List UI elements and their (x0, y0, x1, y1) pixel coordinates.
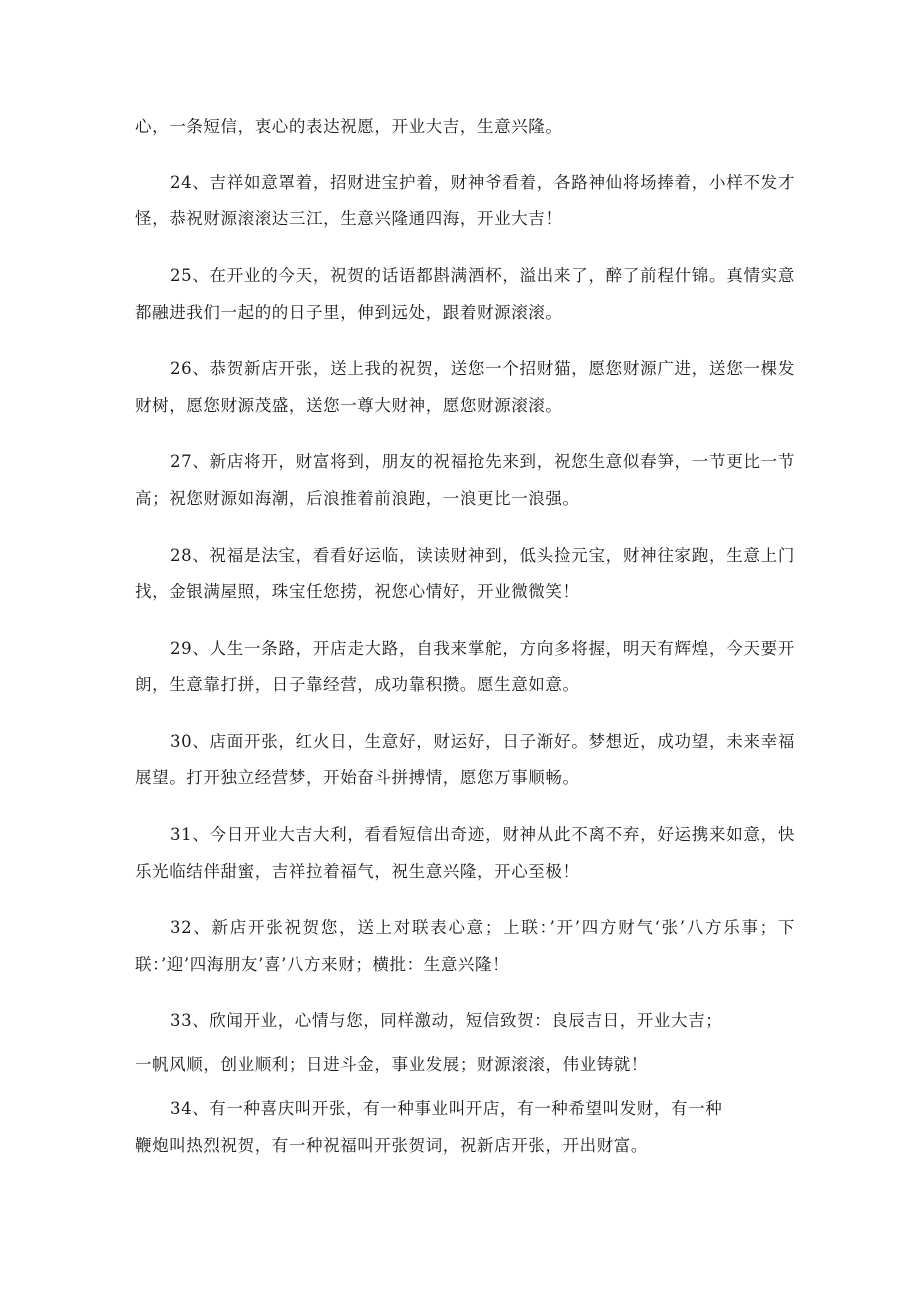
text-line: 一帆风顺，创业顺利；日进斗金，事业发展；财源滚滚，伟业铸就！ (135, 1055, 648, 1074)
text-line: 乐光临结伴甜蜜，吉祥拉着福气，祝生意兴隆，开心至极！ (135, 862, 580, 881)
text-line: 怪，恭祝财源滚滚达三江，生意兴隆通四海，开业大吉！ (135, 209, 563, 228)
text-line: 28、祝福是法宝，看看好运临，读读财神到，低头捡元宝，财神往家跑，生意上门 (170, 546, 795, 565)
text-line: 高；祝您财源如海潮，后浪推着前浪跑，一浪更比一浪强。 (135, 489, 580, 508)
text-line: 24、吉祥如意罩着，招财进宝护着，财神爷看着，各路神仙将场捧着，小样不发才 (170, 173, 795, 192)
text-line: 26、恭贺新店开张，送上我的祝贺，送您一个招财猫，愿您财源广进，送您一棵发 (170, 359, 795, 378)
text-line: 27、新店将开，财富将到，朋友的祝福抢先来到，祝您生意似春笋，一节更比一节 (170, 452, 795, 471)
text-line: 34、有一种喜庆叫开张，有一种事业叫开店，有一种希望叫发财，有一种 (170, 1099, 723, 1118)
text-line: 鞭炮叫热烈祝贺，有一种祝福叫开张贺词，祝新店开张，开出财富。 (135, 1136, 648, 1155)
text-line: 29、人生一条路，开店走大路，自我来掌舵，方向多将握，明天有辉煌，今天要开 (170, 639, 795, 658)
text-line: 心，一条短信，衷心的表达祝愿，开业大吉，生意兴隆。 (135, 117, 563, 136)
text-line: 找，金银满屋照，珠宝任您捞，祝您心情好，开业微微笑！ (135, 582, 580, 601)
text-line: 32、新店开张祝贺您，送上对联表心意；上联：’开’四方财气‘张’八方乐事；下 (170, 918, 795, 937)
text-line: 30、店面开张，红火日，生意好，财运好，日子渐好。梦想近，成功望，未来幸福 (170, 732, 795, 751)
text-line: 展望。打开独立经营梦，开始奋斗拼搏情，愿您万事顺畅。 (135, 768, 580, 787)
text-line: 朗，生意靠打拼，日子靠经营，成功靠积攒。愿生意如意。 (135, 675, 580, 694)
text-line: 33、欣闻开业，心情与您，同样激动，短信致贺：良辰吉日，开业大吉； (170, 1011, 723, 1030)
text-line: 联：’迎’四海朋友’喜’八方来财；横批：生意兴隆！ (135, 955, 510, 974)
text-line: 25、在开业的今天，祝贺的话语都斟满酒杯，溢出来了，醉了前程什锦。真情实意 (170, 266, 795, 285)
text-line: 31、今日开业大吉大利，看看短信出奇迹，财神从此不离不弃，好运携来如意，快 (170, 825, 795, 844)
text-line: 财树，愿您财源茂盛，送您一尊大财神，愿您财源滚滚。 (135, 396, 563, 415)
text-line: 都融进我们一起的的日子里，伸到远处，跟着财源滚滚。 (135, 303, 563, 322)
